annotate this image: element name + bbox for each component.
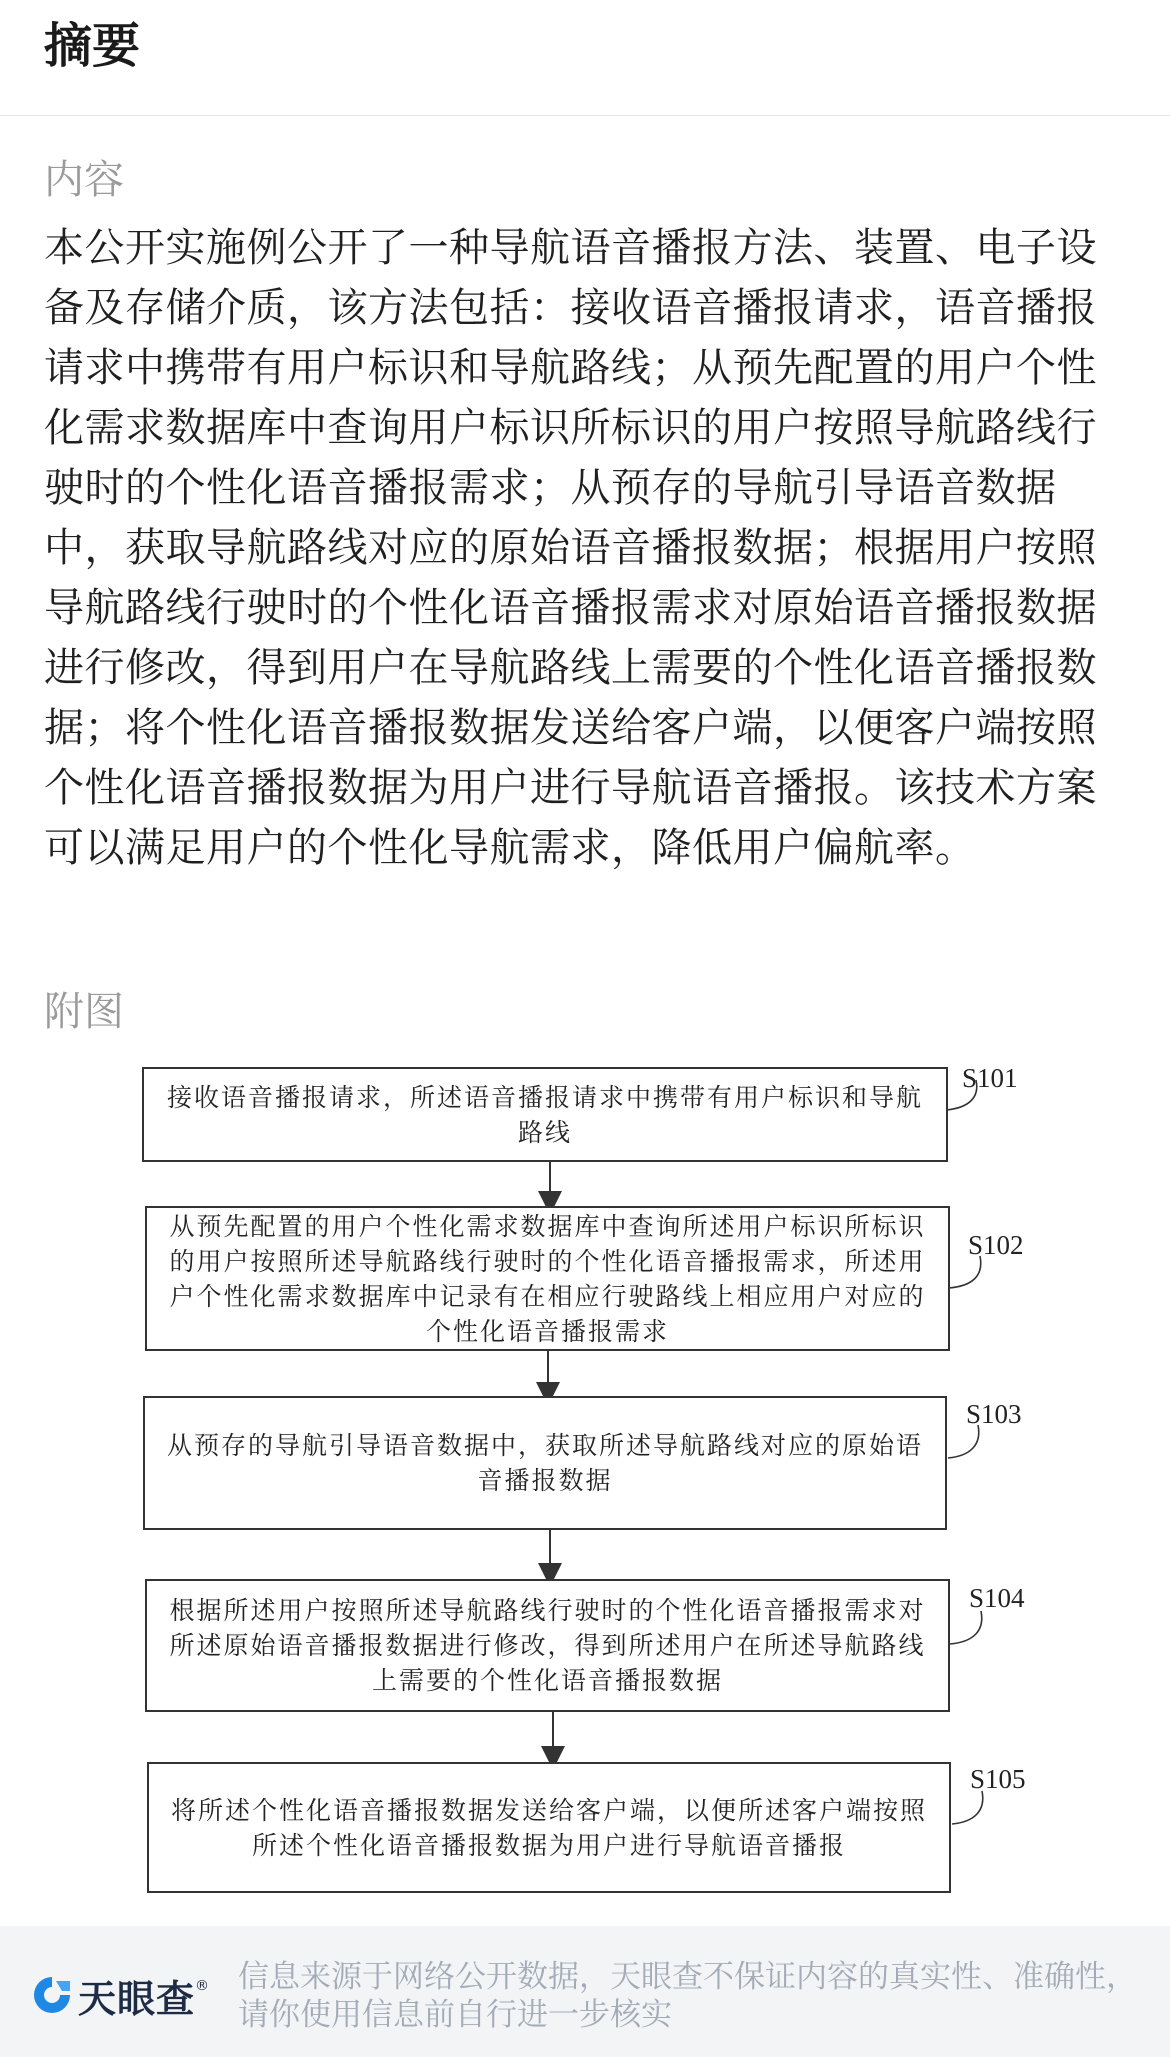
flow-step-s103 [143, 1396, 947, 1530]
flow-step-s105-label: S105 [970, 1764, 1026, 1794]
figure-section-label: 附图 [44, 989, 124, 1035]
flow-step-s101 [142, 1067, 948, 1162]
content-section-label: 内容 [44, 157, 124, 203]
flow-step-s105 [147, 1762, 951, 1893]
flow-step-s103-text: 从预存的导航引导语音数据中，获取所述导航路线对应的原始语音播报数据 [166, 1431, 923, 1495]
flow-step-s101-text: 接收语音播报请求，所述语音播报请求中携带有用户标识和导航路线 [166, 1082, 923, 1147]
registered-mark: ® [195, 1978, 210, 1994]
flow-step-s104 [145, 1579, 950, 1712]
flow-step-s104-text: 根据所述用户按照所述导航路线行驶时的个性化语音播报需求对所述原始语音播报数据进行修改，得到所述用户在所述导航路线上需要的个性化语音播报数据 [169, 1596, 926, 1695]
source-footer [0, 1926, 1170, 2057]
tianyancha-logo[interactable] [30, 1970, 209, 2020]
page-header [0, 0, 1170, 116]
page-title: 摘要 [44, 18, 141, 74]
leader-s104 [950, 1611, 982, 1644]
flow-step-s102-label: S102 [968, 1230, 1024, 1260]
flow-step-s104-label: S104 [969, 1583, 1025, 1613]
flow-step-s105-text: 将所述个性化语音播报数据发送给客户端，以便所述客户端按照所述个性化语音播报数据为用户进行导航语音播报 [170, 1795, 927, 1860]
flowchart-figure[interactable] [0, 1040, 1170, 1920]
flow-step-s102-text: 从预先配置的用户个性化需求数据库中查询所述用户标识所标识的用户按照所述导航路线行驶时的个性化语音播报需求，所述用户个性化需求数据库中记录有在相应行驶路线上相应用户对应的个性化语音播报需求 [169, 1211, 926, 1346]
disclaimer-text: 信息来源于网络公开数据，天眼查不保证内容的真实性、准确性，请你使用信息前自行进一步核实 [238, 1959, 1137, 2033]
flow-step-s102 [145, 1206, 950, 1351]
abstract-text: 本公开实施例公开了一种导航语音播报方法、装置、电子设备及存储介质，该方法包括：接收语音播报请求，语音播报请求中携带有用户标识和导航路线；从预先配置的用户个性化需求数据库中查询用户标识所标识的用户按照导航路线行驶时的个性化语音播报需求；从预存的导航引导语音数据中，获取导航路线对应的原始语音播报数据；根据用户按照导航路线行驶时的个性化语音播报需求对原始语音播报数据进行修改，得到用户在导航路线上需要的个性化语音播报数据；将个性化语音播报数据发送给客户端，以便客户端按照个性化语音播报数据为用户进行导航语音播报。该技术方案可以满足用户的个性化导航需求，降低用户偏航率。 [44, 225, 1097, 871]
leader-s105 [952, 1791, 983, 1824]
logo-text: 天眼查 [78, 1976, 196, 2021]
flow-step-s103-label: S103 [966, 1399, 1022, 1429]
tianyancha-logo-icon [30, 1973, 74, 2017]
flow-step-s101-label: S101 [962, 1063, 1018, 1093]
